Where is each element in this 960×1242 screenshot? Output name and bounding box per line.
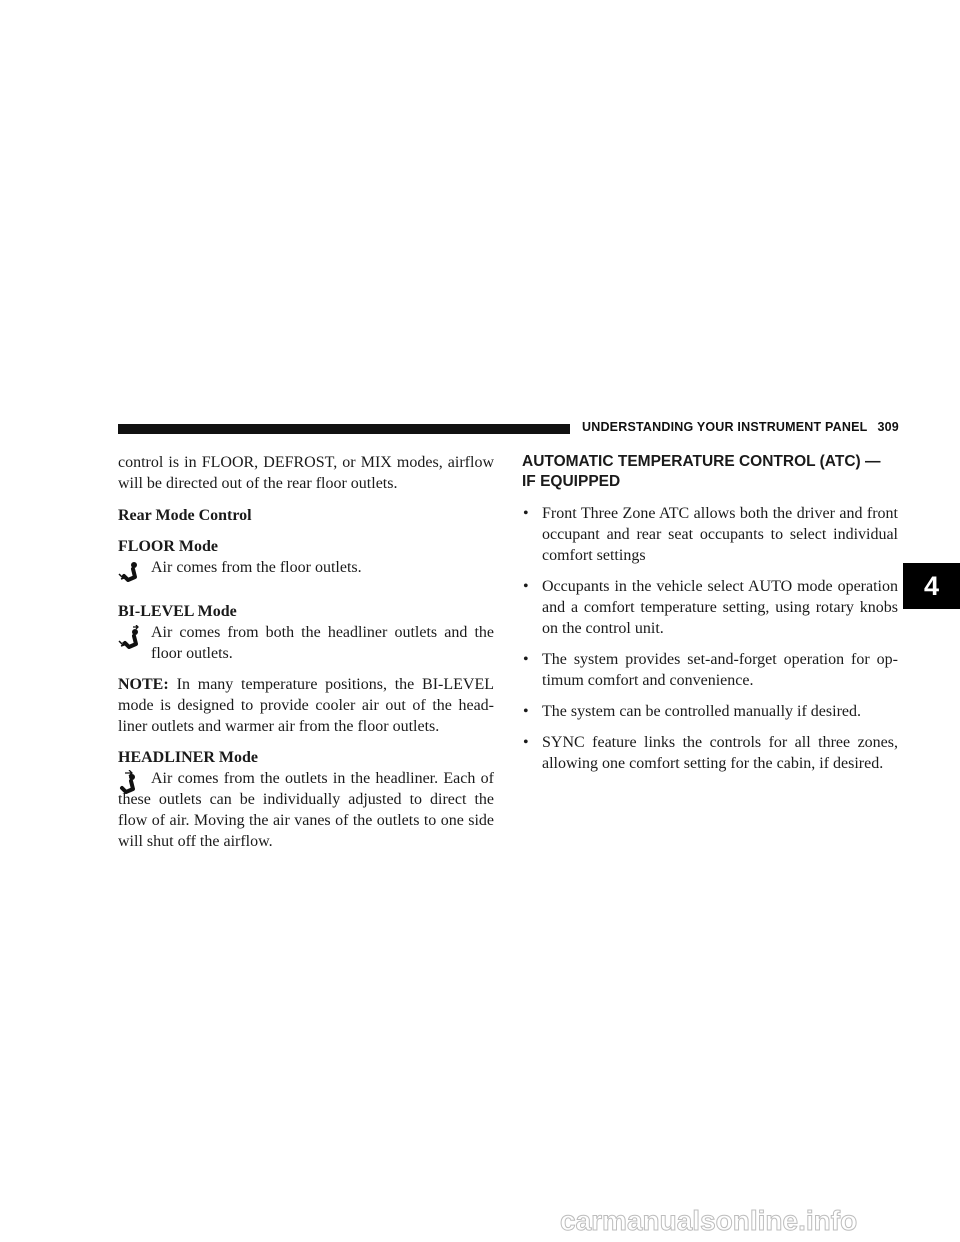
atc-section-heading [522, 452, 898, 492]
list-item: • The system can be controlled manually if desired. [523, 703, 862, 720]
bullet-icon: • [523, 651, 529, 668]
note-paragraph [118, 674, 494, 737]
bullet-icon: • [523, 505, 529, 522]
right-column [522, 452, 898, 784]
list-item: • Occupants in the vehicle select AUTO mode operation and a comfort temperature setting, using rotary knobs on the control unit. [523, 578, 898, 637]
headliner-mode-block [118, 768, 494, 852]
list-item: • SYNC feature links the controls for all three zones, allowing one comfort setting for the cabin, if desired. [523, 734, 898, 772]
headliner-mode-icon [118, 770, 142, 796]
floor-mode-heading: FLOOR Mode [118, 538, 218, 555]
rear-mode-control-heading: Rear Mode Control [118, 507, 252, 524]
bi-level-mode-block [118, 622, 494, 664]
atc-heading-line-1: AUTOMATIC TEMPERATURE CONTROL (ATC) — [522, 453, 881, 470]
bullet-icon: • [523, 703, 529, 720]
header-rule [118, 424, 570, 434]
bullet-icon: • [523, 734, 529, 751]
floor-mode-text: Air comes from the floor outlets. [151, 559, 362, 576]
watermark-text: carmanualsonline.info [560, 1205, 858, 1236]
floor-mode-icon [118, 561, 142, 587]
intro-paragraph: control is in FLOOR, DEFROST, or MIX modes, airflow will be directed out of the rear floor outlets. [118, 454, 494, 492]
bi-level-mode-heading: BI-LEVEL Mode [118, 603, 237, 620]
note-label: NOTE: [118, 676, 169, 693]
bullet-icon: • [523, 578, 529, 595]
atc-bullet-list [522, 503, 898, 774]
atc-heading-line-2: IF EQUIPPED [522, 473, 621, 490]
headliner-mode-heading: HEADLINER Mode [118, 749, 259, 766]
page-number: 309 [877, 420, 899, 434]
note-text: In many temperature positions, the BI-LEVEL mode is designed to provide cooler air out of the head-liner outlets and warmer air from the floor outlets. [118, 676, 494, 735]
header-title: UNDERSTANDING YOUR INSTRUMENT PANEL [582, 420, 868, 434]
left-column [118, 452, 494, 852]
list-item: • The system provides set-and-forget operation for op-timum comfort and convenience. [523, 651, 898, 689]
bi-level-mode-icon [118, 625, 142, 651]
bi-level-mode-text: Air comes from both the headliner outlets and the floor outlets. [151, 624, 494, 662]
chapter-tab[interactable]: 4 [903, 563, 960, 609]
list-item: • Front Three Zone ATC allows both the driver and front occupant and rear seat occupants to select individual comfort settings [523, 505, 898, 564]
floor-mode-block [118, 557, 494, 601]
headliner-mode-text: Air comes from the outlets in the headliner. Each of these outlets can be individually adjusted to direct the flow of air. Moving the air vanes of the outlets to one side will shut off the airflow. [118, 770, 494, 850]
running-header [582, 420, 899, 434]
